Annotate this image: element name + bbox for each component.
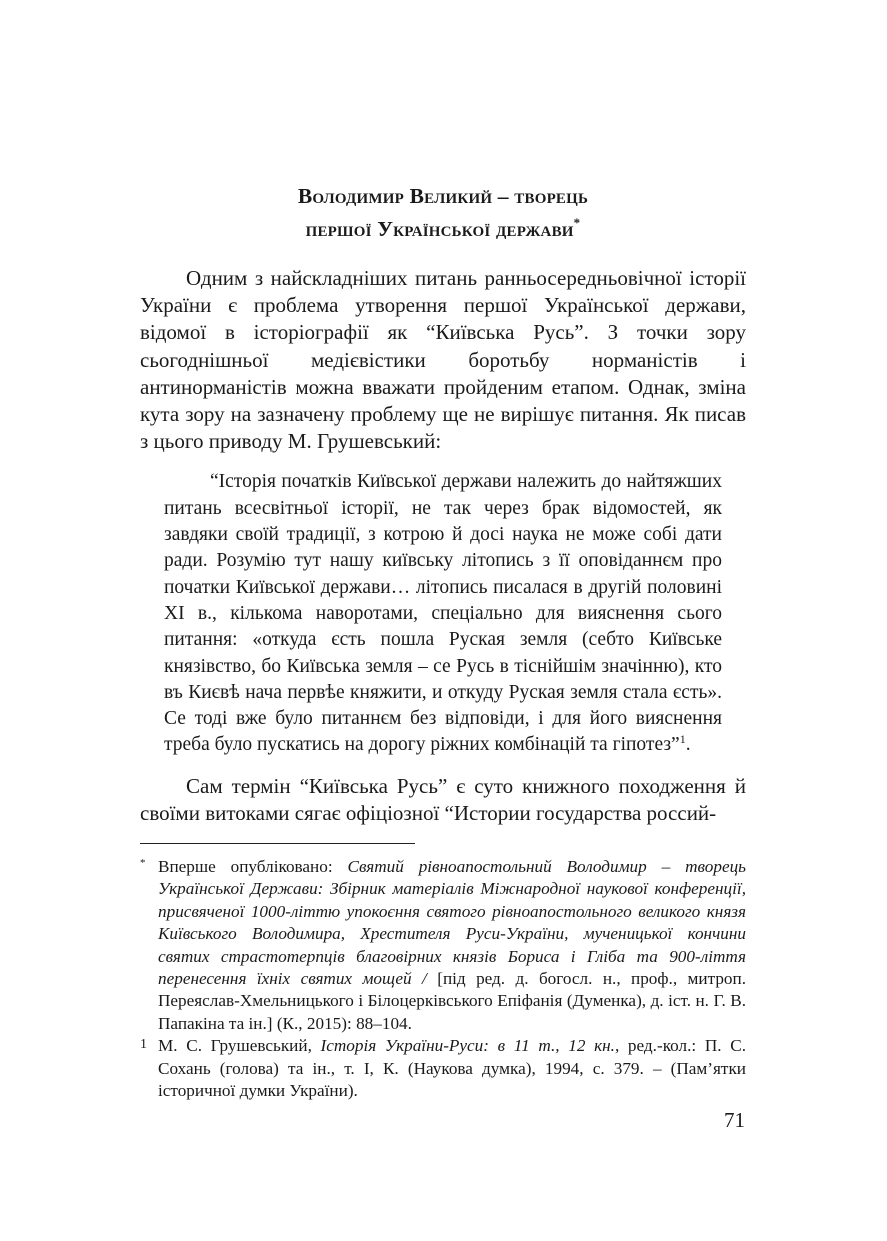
footnote-lead: Вперше опубліковано: <box>158 857 348 876</box>
footnote-italic-title: Святий рівноапостольний Володимир – творець Української Держави: Збірник матеріалів Міжнародної наукової конференції, присвяченої 1000-літтю упокоєння святого рівноапостольного великого князя Київського Володимира, Хрестителя Руси-України, мученицької кончини святих страстотерпців благовірних князів Бориса і Гліба та 900-ліття перенесення їхніх святих мощей / <box>158 857 751 989</box>
chapter-title <box>140 180 746 246</box>
footnote-divider <box>140 843 415 844</box>
footnotes <box>140 856 751 1102</box>
block-quote: “Історія початків Київської держави належить до найтяжших питань всесвітньої історії, не так через брак відомостей, як завдяки своїй традиції, з котрою й досі наука не може собі дати ради. Розумію тут нашу київську літопись з її оповіданнєм про початки Київської держави… літопись писалася в другій половині XI в., кількома наворотами, спеціально для вияснення сього питання: «откуда єсть пошла Руская земля (себто Київське князівство, бо Київська земля – се Русь в тіснійшім значінню), кто въ Києвѣ нача первѣе княжити, и откуду Руская земля стала єсть». Се тоді вже було питаннєм без відповіди, і для його вияснення треба було пускатись на дорогу ріжних комбінацій та гіпотез”$^1$. <box>164 471 727 756</box>
paragraph-2: Сам термін “Київська Русь” є суто книжного походження й своїми витоками сягає офіціозної “Истории государства россий- <box>140 773 752 825</box>
chapter-title-line-2-text: першої Української держави <box>305 217 574 241</box>
chapter-title-line-2 <box>140 213 746 246</box>
footnote-lead: М. С. Грушевський, <box>158 1036 321 1056</box>
page-number: 71 <box>724 1108 745 1132</box>
block-quote-text: “Історія початків Київської держави належить до найтяжших питань всесвітньої історії, не так через брак відомостей, як завдяки своїй традиції, з котрою й досі наука не може собі дати ради. Розумію тут нашу київську літопись з її оповіданнєм про початки Київської держави… літопись писалася в другій половині XI в., кількома наворотами, спеціально для вияснення сього питання: «откуда єсть пошла Руская земля (себто Київське князівство, бо Київська земля – се Русь в тіснійшім значінню), кто въ Києвѣ нача первѣе княжити, и откуду Руская земля стала єсть». Се тоді вже було питаннєм без відповіди, і для його вияснення треба було пускатись на дорогу ріжних комбінацій та гіпотез” <box>164 471 727 756</box>
title-footnote-marker[interactable]: * <box>573 215 581 230</box>
quote-footnote-marker[interactable]: 1 <box>679 732 686 747</box>
footnote-tail: [під ред. д. богосл. н., проф., митроп. Переяслав-Хмельницького і Білоцерківського Епіфанія (Думенка), д. іст. н. Г. В. Папакіна та ін.] (К., 2015): 88–104. <box>158 969 751 1033</box>
footnote-italic-title: Історія України-Руси: в 11 т., 12 кн. <box>320 1036 615 1056</box>
footnote-1: 1 М. С. Грушевський, Історія України-Руси: в 11 т., 12 кн., ред.-кол.: П. С. Сохань (голова) та ін., т. І, К. (Наукова думка), 1994, с. 379. – (Пам’ятки історичної думки України). <box>140 1036 751 1101</box>
chapter-title-line-1: Володимир Великий – творець <box>297 184 589 208</box>
main-text <box>140 265 752 827</box>
paragraph-1: Одним з найскладніших питань ранньосередньовічної історії України є проблема утворення першої Української держави, відомої в історіографії як “Київська Русь”. З точки зору сьогоднішньої медієвістики боротьбу норманістів і антинорманістів можна вважати пройденим етапом. Однак, зміна кута зору на зазначену проблему ще не вирішує питання. Як писав з цього приводу М. Грушевський: <box>140 266 752 454</box>
footnote-tail: , ред.-кол.: П. С. Сохань (голова) та ін., т. І, К. (Наукова думка), 1994, с. 379. – (Пам’ятки історичної думки України). <box>158 1036 751 1101</box>
footnote-asterisk: * Вперше опубліковано: Святий рівноапостольний Володимир – творець Української Держави: Збірник матеріалів Міжнародної наукової конференції, присвяченої 1000-літтю упокоєння святого рівноапостольного великого князя Київського Володимира, Хрестителя Руси-України, мученицької кончини святих страстотерпців благовірних князів Бориса і Гліба та 900-ліття перенесення їхніх святих мощей / [під ред. д. богосл. н., проф., митроп. Переяслав-Хмельницького і Білоцерківського Епіфанія (Думенка), д. іст. н. Г. В. Папакіна та ін.] (К., 2015): 88–104. <box>140 857 751 1033</box>
